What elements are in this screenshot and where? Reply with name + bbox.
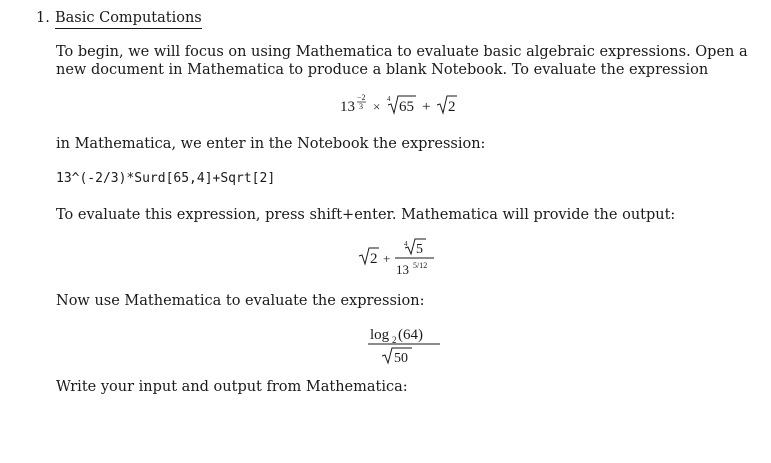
eq2-den-exp: 5/12 xyxy=(413,261,428,270)
equation-1-svg xyxy=(340,91,470,121)
eq1-root-index: 4 xyxy=(387,95,391,103)
eq1-exp-num: −2 xyxy=(357,93,366,102)
equation-expression-1 xyxy=(340,91,470,126)
section-number: 1. xyxy=(36,10,50,26)
eq2-plus: + xyxy=(383,251,391,266)
eq1-base: 13 xyxy=(340,99,355,115)
eq3-den-radicand: 50 xyxy=(394,351,408,366)
intro-paragraph: To begin, we will focus on using Mathematica to evaluate basic algebraic expressions. Open a new document in Mathematica to produce a blank Notebook. To evaluate the expression xyxy=(56,44,748,78)
equation-2-svg xyxy=(358,236,448,282)
eq1-radicand-1: 65 xyxy=(399,99,414,115)
evaluate-paragraph: To evaluate this expression, press shift+enter. Mathematica will provide the output: xyxy=(56,207,676,223)
mathematica-input-code: 13^(-2/3)*Surd[65,4]+Sqrt[2] xyxy=(56,171,276,186)
eq1-exp-den: 3 xyxy=(359,102,363,111)
eq3-num-func: log xyxy=(370,327,390,343)
eq3-num-arg: (64) xyxy=(398,327,423,343)
eq1-plus: + xyxy=(422,99,431,115)
eq2-den-base: 13 xyxy=(396,262,409,277)
eq1-times: × xyxy=(373,99,381,114)
eq2-num-radicand: 5 xyxy=(416,242,423,257)
eq2-radicand-1: 2 xyxy=(370,251,378,267)
write-paragraph: Write your input and output from Mathematica: xyxy=(56,379,408,395)
eq1-radicand-2: 2 xyxy=(448,99,456,115)
equation-expression-2 xyxy=(366,322,446,373)
eq2-num-root-index: 4 xyxy=(404,240,408,248)
equation-output xyxy=(358,236,448,287)
eq3-num-sub: 2 xyxy=(392,335,397,345)
enter-paragraph: in Mathematica, we enter in the Notebook the expression: xyxy=(56,136,486,152)
equation-3-svg xyxy=(366,322,446,368)
section-title: Basic Computations xyxy=(55,10,202,29)
now-use-paragraph: Now use Mathematica to evaluate the expression: xyxy=(56,293,425,309)
